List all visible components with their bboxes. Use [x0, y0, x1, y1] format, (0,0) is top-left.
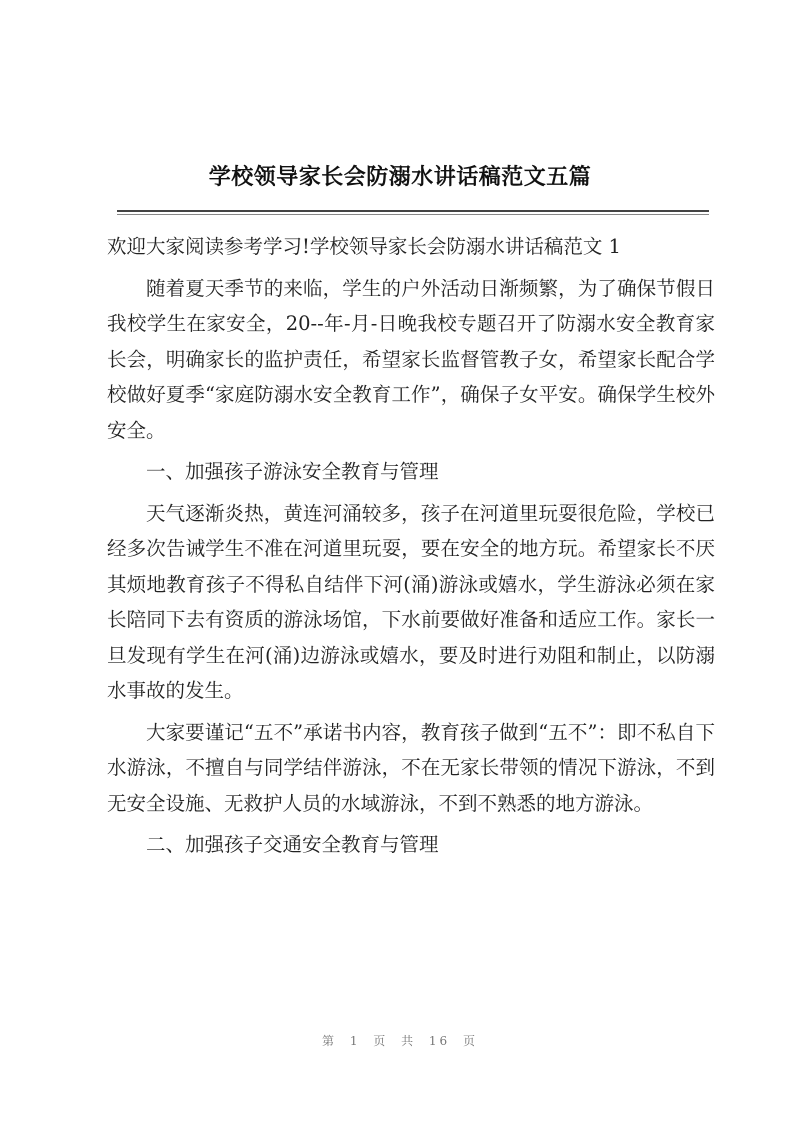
paragraph: 天气逐渐炎热，黄连河涌较多，孩子在河道里玩耍很危险，学校已经多次告诫学生不准在河道里玩耍，要在安全的地方玩。希望家长不厌其烦地教育孩子不得私自结伴下河(涌)游泳或嬉水，学生游泳必须在家长陪同下去有资质的游泳场馆，下水前要做好准备和适应工作。家长一旦发现有学生在河(涌)边游泳或嬉水，要及时进行劝阻和制止，以防溺水事故的发生。	[107, 501, 715, 702]
document-title: 学校领导家长会防溺水讲话稿范文五篇	[208, 164, 592, 190]
page-footer: 第 1 页 共 16 页	[322, 1034, 478, 1048]
section-heading: 二、加强孩子交通安全教育与管理	[146, 833, 439, 856]
paragraph: 随着夏天季节的来临，学生的户外活动日渐频繁，为了确保节假日我校学生在家安全，20--年-月-日晚我校专题召开了防溺水安全教育家长会，明确家长的监护责任，希望家长监督管教子女，希望家长配合学校做好夏季“家庭防溺水安全教育工作”，确保子女平安。确保学生校外安全。	[107, 276, 715, 442]
paragraph: 大家要谨记“五不”承诺书内容，教育孩子做到“五不”：即不私自下水游泳，不擅自与同学结伴游泳，不在无家长带领的情况下游泳，不到无安全设施、无救护人员的水域游泳，不到不熟悉的地方游泳。	[107, 720, 715, 815]
document-body	[107, 229, 715, 869]
intro-line: 欢迎大家阅读参考学习!学校领导家长会防溺水讲话稿范文 1	[107, 235, 621, 258]
section-heading: 一、加强孩子游泳安全教育与管理	[146, 460, 439, 483]
